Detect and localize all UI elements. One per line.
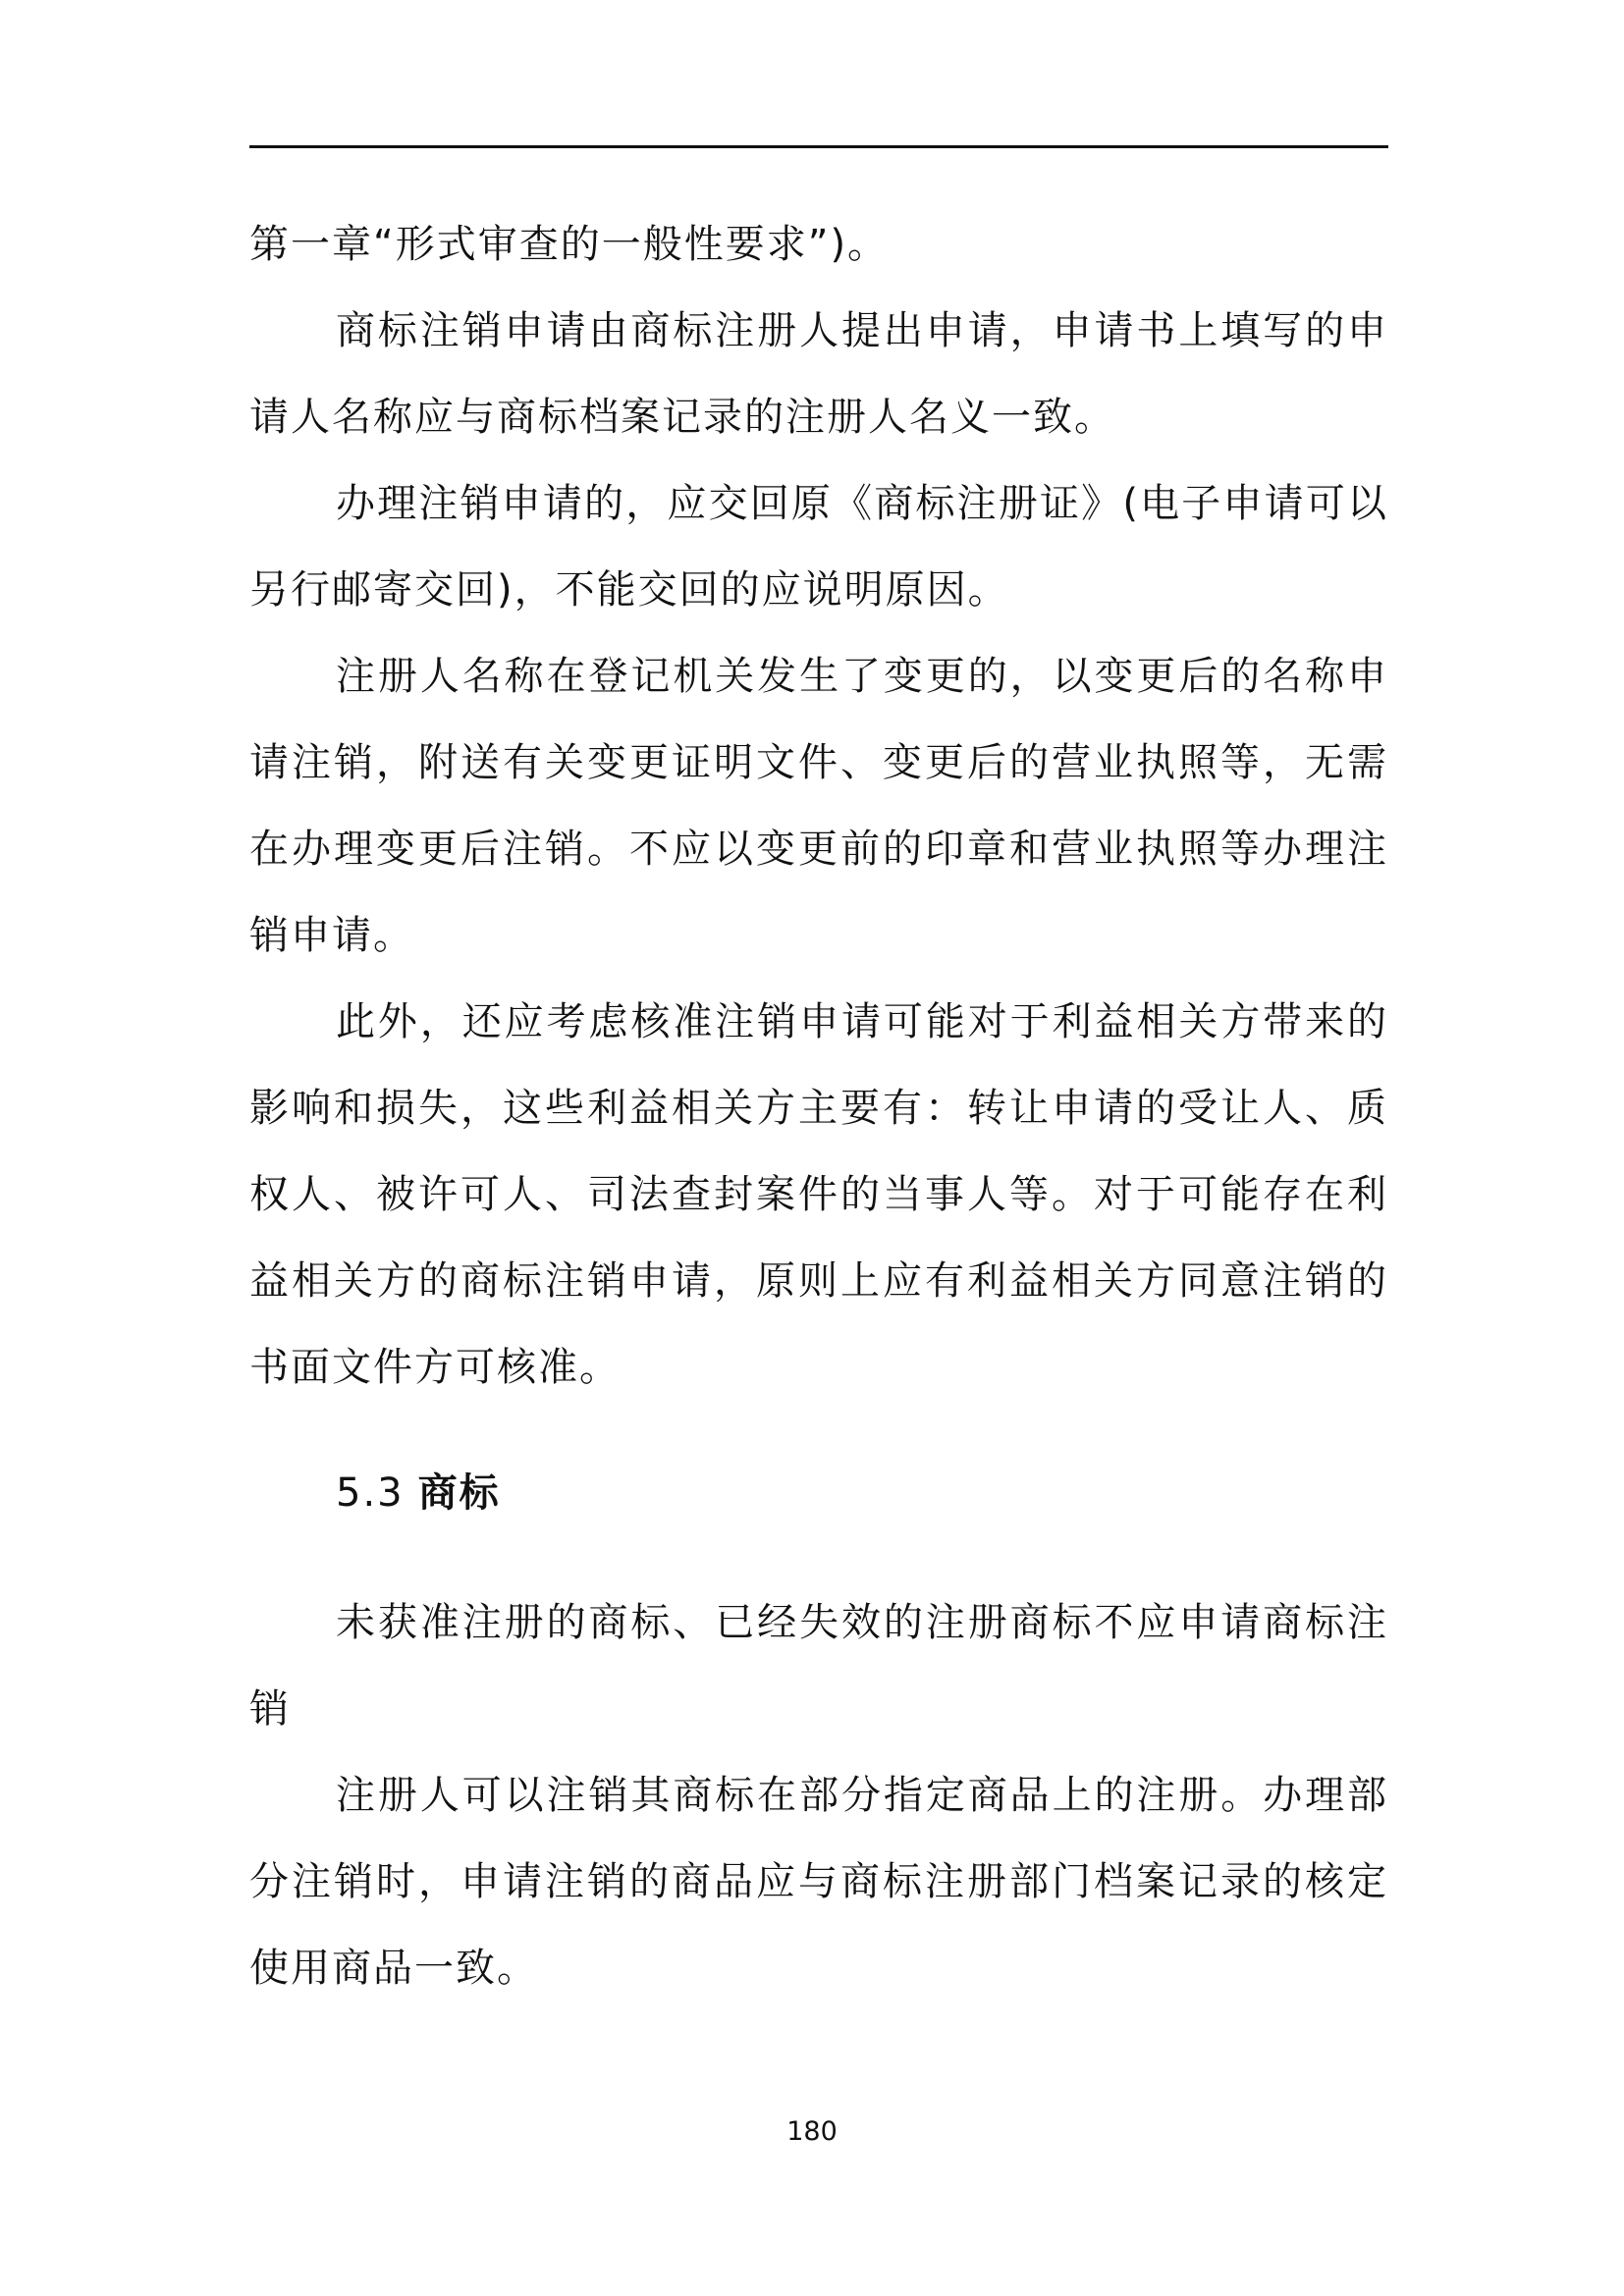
section-title: 商标	[417, 1470, 501, 1516]
page-body	[249, 201, 1388, 2011]
paragraph: 办理注销申请的，应交回原《商标注册证》(电子申请可以另行邮寄交回)，不能交回的应说明原因。	[249, 481, 1388, 613]
page-number: 180	[786, 2116, 838, 2147]
paragraph: 此外，还应考虑核准注销申请可能对于利益相关方带来的影响和损失，这些利益相关方主要有：转让申请的受让人、质权人、被许可人、司法查封案件的当事人等。对于可能存在利益相关方的商标注销申请，原则上应有利益相关方同意注销的书面文件方可核准。	[249, 999, 1388, 1390]
header-rule	[249, 145, 1388, 148]
paragraph: 商标注销申请由商标注册人提出申请，申请书上填写的申请人名称应与商标档案记录的注册人名义一致。	[249, 308, 1388, 440]
section-number: 5.3	[336, 1470, 405, 1516]
paragraph: 注册人名称在登记机关发生了变更的，以变更后的名称申请注销，附送有关变更证明文件、变更后的营业执照等，无需在办理变更后注销。不应以变更前的印章和营业执照等办理注销申请。	[249, 654, 1388, 958]
paragraph: 未获准注册的商标、已经失效的注册商标不应申请商标注销	[249, 1600, 1388, 1732]
section-heading	[249, 1450, 1388, 1536]
paragraph: 第一章“形式审查的一般性要求”)。	[249, 222, 890, 267]
paragraph: 注册人可以注销其商标在部分指定商品上的注册。办理部分注销时，申请注销的商品应与商标注册部门档案记录的核定使用商品一致。	[249, 1773, 1388, 1991]
